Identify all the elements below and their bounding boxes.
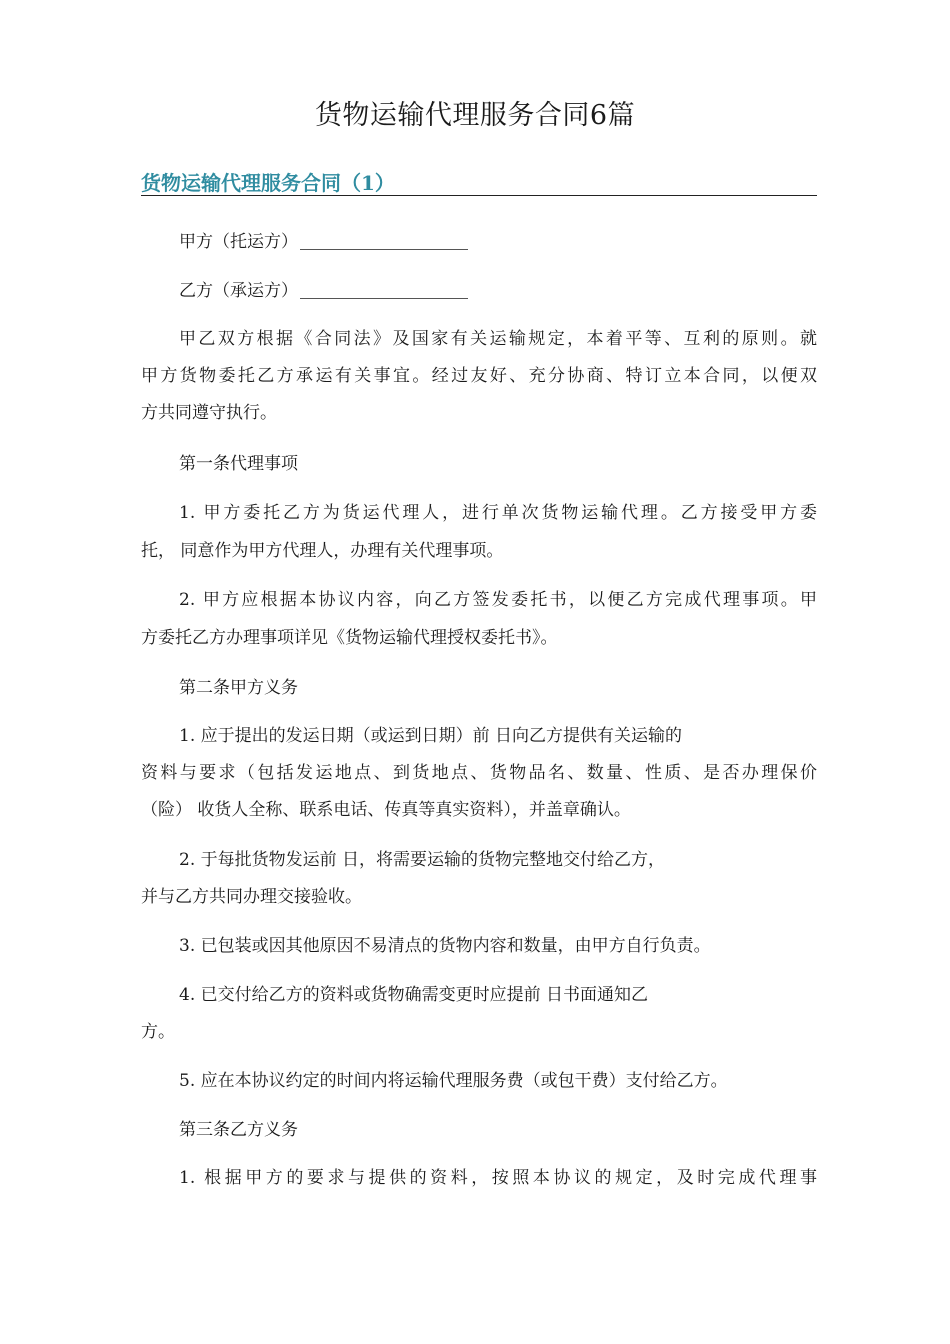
article-2-item-1-cont: 资料与要求（包括发运地点、到货地点、货物品名、数量、性质、是否办理保价 xyxy=(141,763,817,783)
article-2-item-2: 2. 于每批货物发运前 日，将需要运输的货物完整地交付给乙方， xyxy=(179,850,666,870)
article-3-title: 第三条乙方义务 xyxy=(179,1120,298,1140)
article-1-title: 第一条代理事项 xyxy=(179,454,298,474)
party-b-blank xyxy=(300,280,468,299)
article-2-item-2-cont: 并与乙方共同办理交接验收。 xyxy=(141,887,362,907)
document-title: 货物运输代理服务合同6篇 xyxy=(314,100,636,131)
article-2-title: 第二条甲方义务 xyxy=(179,678,298,698)
article-2-item-4-cont: 方。 xyxy=(141,1022,175,1042)
article-1-item-1-cont: 托， 同意作为甲方代理人，办理有关代理事项。 xyxy=(141,541,504,561)
article-2-item-1-cont: （险） 收货人全称、联系电话、传真等真实资料），并盖章确认。 xyxy=(141,800,631,820)
intro-line: 甲乙双方根据《合同法》及国家有关运输规定，本着平等、互利的原则。就 xyxy=(179,329,817,349)
article-2-item-4: 4. 已交付给乙方的资料或货物确需变更时应提前 日书面通知乙 xyxy=(179,985,649,1005)
article-1-item-2-cont: 方委托乙方办理事项详见《货物运输代理授权委托书》。 xyxy=(141,628,558,648)
party-b-line xyxy=(179,279,817,303)
article-3-item-1: 1. 根据甲方的要求与提供的资料，按照本协议的规定，及时完成代理事 xyxy=(179,1168,817,1188)
section-heading: 货物运输代理服务合同（1） xyxy=(141,170,817,196)
article-1-item-2: 2. 甲方应根据本协议内容，向乙方签发委托书，以便乙方完成代理事项。甲 xyxy=(179,590,817,610)
party-a-blank xyxy=(300,231,468,250)
party-a-line xyxy=(179,230,817,254)
intro-line: 甲方货物委托乙方承运有关事宜。经过友好、充分协商、特订立本合同，以便双 xyxy=(141,366,817,386)
party-a-label: 甲方（托运方） xyxy=(179,232,298,252)
article-2-item-5: 5. 应在本协议约定的时间内将运输代理服务费（或包干费）支付给乙方。 xyxy=(179,1071,728,1091)
article-2-item-1: 1. 应于提出的发运日期（或运到日期）前 日向乙方提供有关运输的 xyxy=(179,726,683,746)
article-2-item-3: 3. 已包装或因其他原因不易清点的货物内容和数量，由甲方自行负责。 xyxy=(179,936,711,956)
intro-line: 方共同遵守执行。 xyxy=(141,403,277,423)
article-1-item-1: 1. 甲方委托乙方为货运代理人，进行单次货物运输代理。乙方接受甲方委 xyxy=(179,503,817,523)
party-b-label: 乙方（承运方） xyxy=(179,281,298,301)
